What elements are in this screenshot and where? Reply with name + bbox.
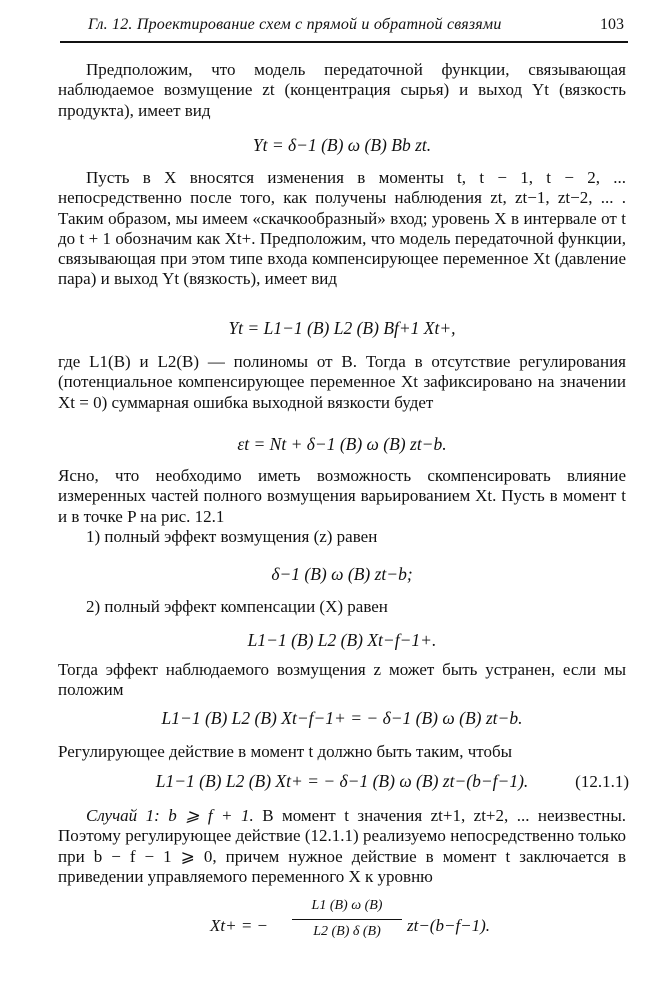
paragraph-compensation: Ясно, что необходимо иметь возможность скомпенсировать влияние измеренных частей полного возмущения варьированием Xt. Пусть в момент t и в точке P на рис. 12.1 xyxy=(58,466,626,526)
equation-8-lhs: Xt+ = − xyxy=(210,916,269,935)
equation-number: (12.1.1) xyxy=(575,772,629,791)
paragraph-polynomials: где L1(B) и L2(B) — полиномы от B. Тогда в отсутствие регулирования (потенциальное компенсирующее переменное Xt зафиксировано на значении Xt = 0) суммарная ошибка выходной вязкости будет xyxy=(58,352,626,412)
paragraph-case-1 xyxy=(58,806,626,887)
page-number: 103 xyxy=(600,16,624,33)
fraction-numerator: L1 (B) ω (B) xyxy=(311,898,383,913)
chapter-title: Гл. 12. Проектирование схем с прямой и обратной связями xyxy=(88,16,502,33)
header-rule xyxy=(60,41,628,43)
equation-7: L1−1 (B) L2 (B) Xt+ = − δ−1 (B) ω (B) zt−(b−f−1). xyxy=(155,771,529,791)
paragraph-control-action: Регулирующее действие в момент t должно быть таким, чтобы xyxy=(58,742,513,761)
equation-1: Yt = δ−1 (B) ω (B) Bb zt. xyxy=(252,135,432,155)
list-item-2: 2) полный эффект компенсации (X) равен xyxy=(86,597,388,616)
equation-8-rhs: zt−(b−f−1). xyxy=(407,916,491,935)
paragraph-model-intro: Предположим, что модель передаточной функции, связывающая наблюдаемое возмущение zt (концентрация сырья) и выход Yt (вязкость продукта), имеет вид xyxy=(58,60,626,120)
equation-4: δ−1 (B) ω (B) zt−b; xyxy=(271,564,413,584)
list-item-1: 1) полный эффект возмущения (z) равен xyxy=(86,527,378,546)
fraction-bar xyxy=(292,919,402,920)
fraction-denominator: L2 (B) δ (B) xyxy=(313,924,381,939)
paragraph-input-changes: Пусть в X вносятся изменения в моменты t, t − 1, t − 2, ... непосредственно после того, как получены наблюдения zt, zt−1, zt−2, ... . Таким образом, мы имеем «скачкообразный» вход; уровень X в интервале от t до t + 1 обозначим как Xt+. Предположим, что модель передаточной функции, связывающая при этом типе входа компенсирующее переменное Xt (давление пара) и выход Yt (вязкость), имеет вид xyxy=(58,168,626,289)
case-label: Случай 1: b ⩾ f + 1. xyxy=(86,806,254,825)
equation-5: L1−1 (B) L2 (B) Xt−f−1+. xyxy=(247,630,437,650)
equation-3: εt = Nt + δ−1 (B) ω (B) zt−b. xyxy=(237,434,447,454)
paragraph-elimination: Тогда эффект наблюдаемого возмущения z может быть устранен, если мы положим xyxy=(58,660,626,700)
equation-6: L1−1 (B) L2 (B) Xt−f−1+ = − δ−1 (B) ω (B) zt−b. xyxy=(161,708,523,728)
case-1-text: В момент t значения zt+1, zt+2, ... неизвестны. Поэтому регулирующее действие (12.1.1) реализуемо непосредственно только при b − f − 1 ⩾ 0, причем нужное действие в момент t заключается в приведении управляемого переменного X к уровню xyxy=(58,806,627,886)
equation-2: Yt = L1−1 (B) L2 (B) Bf+1 Xt+, xyxy=(228,318,456,338)
running-header xyxy=(60,10,628,40)
